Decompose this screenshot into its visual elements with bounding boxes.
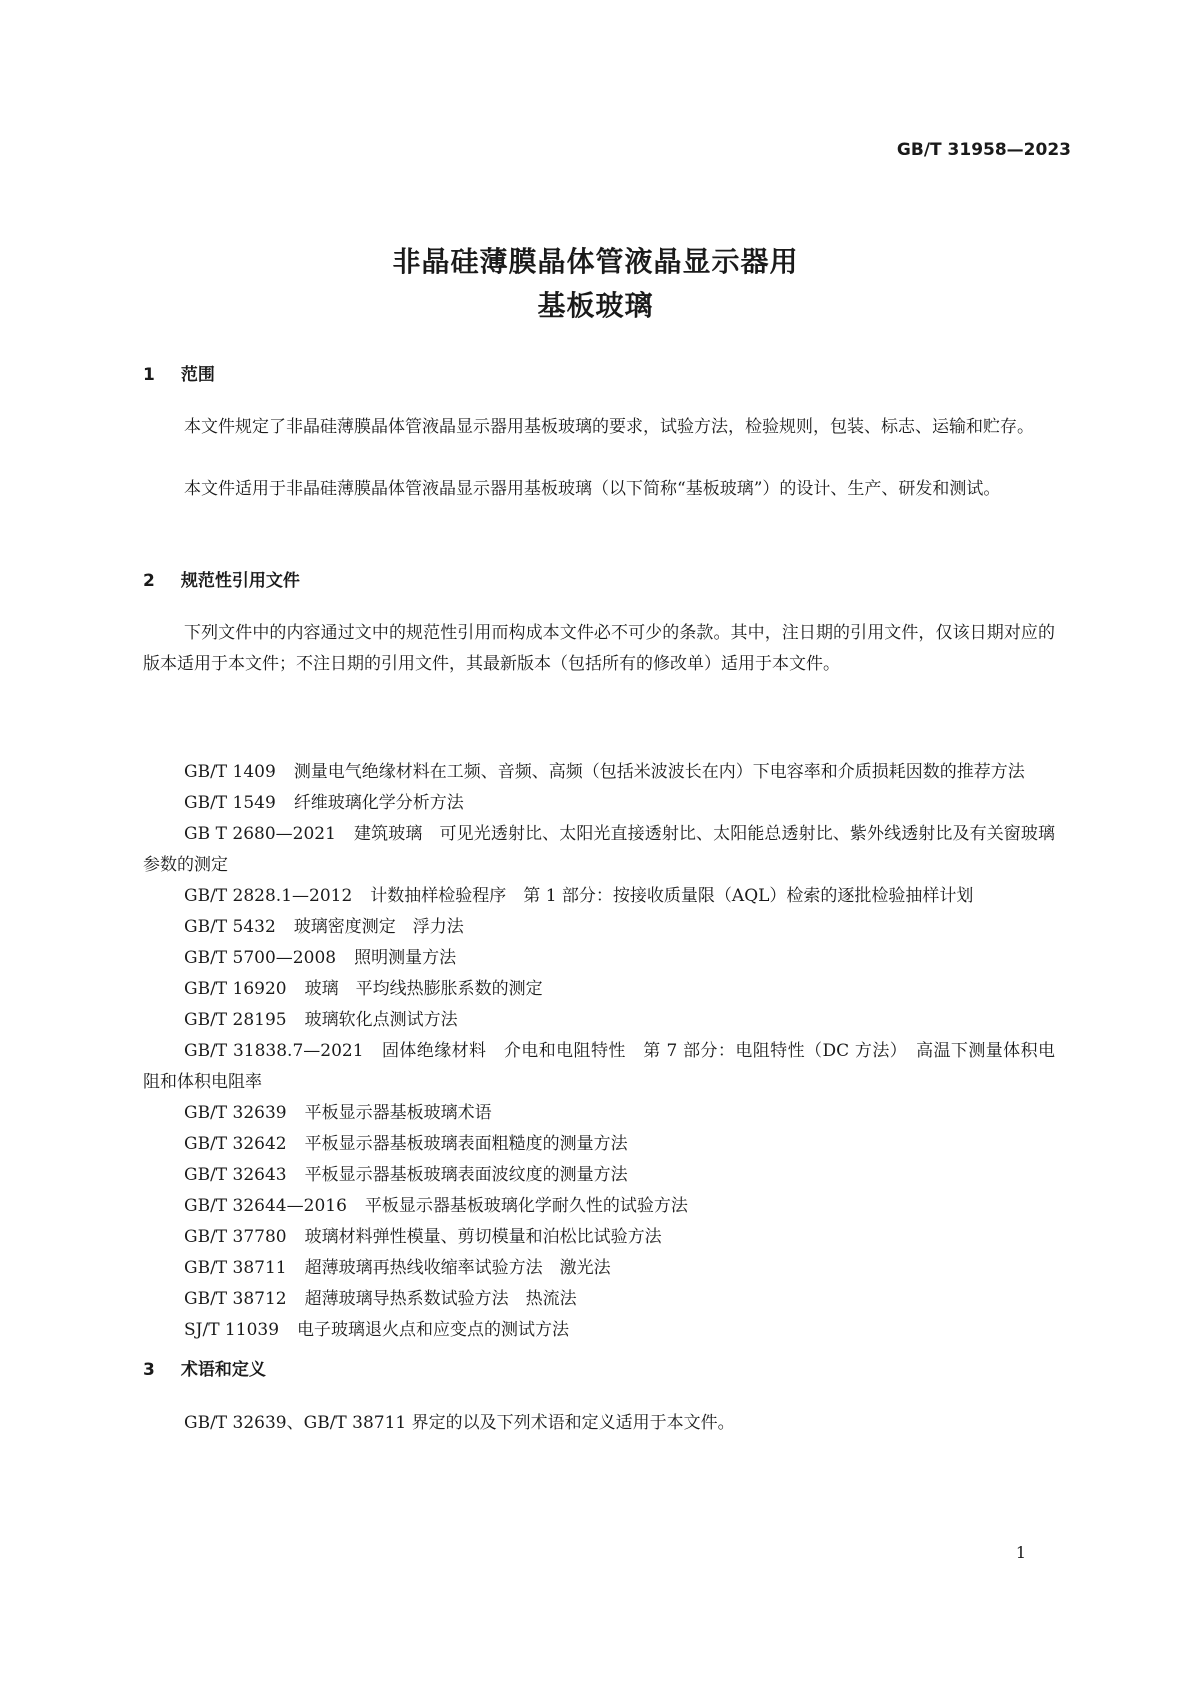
section-1-heading [143, 360, 215, 385]
section-2-heading [143, 566, 300, 591]
section-1-title: 范围 [180, 365, 215, 385]
reference-title: 玻璃软化点测试方法 [304, 1010, 458, 1030]
reference-item [143, 1005, 1055, 1036]
reference-title: 纤维玻璃化学分析方法 [293, 793, 464, 813]
document-title [0, 240, 1191, 328]
reference-item [143, 974, 1055, 1005]
reference-code: GB T 2680—2021 [184, 824, 336, 844]
reference-code: SJ/T 11039 [184, 1320, 280, 1340]
reference-code: GB/T 38712 [184, 1289, 287, 1309]
reference-item [143, 881, 1055, 912]
section-1-number: 1 [143, 365, 155, 385]
reference-item [143, 943, 1055, 974]
reference-code: GB/T 5432 [184, 917, 276, 937]
reference-title: 计数抽样检验程序 第 1 部分：按接收质量限（AQL）检索的逐批检验抽样计划 [370, 886, 974, 906]
reference-code: GB/T 1409 [184, 762, 276, 782]
reference-title: 超薄玻璃再热线收缩率试验方法 激光法 [304, 1258, 611, 1278]
reference-code: GB/T 38711 [184, 1258, 287, 1278]
reference-item [143, 1036, 1055, 1098]
reference-item [143, 819, 1055, 881]
reference-item [143, 912, 1055, 943]
reference-item [143, 1284, 1055, 1315]
reference-title: 平板显示器基板玻璃表面粗糙度的测量方法 [304, 1134, 628, 1154]
reference-code: GB/T 2828.1—2012 [184, 886, 353, 906]
section-1-paragraph-1: 本文件规定了非晶硅薄膜晶体管液晶显示器用基板玻璃的要求，试验方法，检验规则，包装、标志、运输和贮存。 [184, 417, 1034, 437]
section-2-number: 2 [143, 571, 155, 591]
reference-item [143, 1129, 1055, 1160]
reference-title: 平板显示器基板玻璃表面波纹度的测量方法 [304, 1165, 628, 1185]
section-1-paragraph-2: 本文件适用于非晶硅薄膜晶体管液晶显示器用基板玻璃（以下简称“基板玻璃”）的设计、生产、研发和测试。 [184, 479, 1001, 499]
reference-title: 玻璃密度测定 浮力法 [293, 917, 464, 937]
reference-code: GB/T 16920 [184, 979, 287, 999]
reference-item [143, 1253, 1055, 1284]
reference-title: 固体绝缘材料 介电和电阻特性 第 7 部分：电阻特性（DC 方法） 高温下测量体积电阻和体积电阻率 [143, 1041, 1055, 1092]
reference-code: GB/T 28195 [184, 1010, 287, 1030]
reference-title: 超薄玻璃导热系数试验方法 热流法 [304, 1289, 577, 1309]
reference-code: GB/T 32642 [184, 1134, 287, 1154]
title-line-2: 基板玻璃 [537, 289, 654, 322]
reference-item [143, 1098, 1055, 1129]
reference-code: GB/T 1549 [184, 793, 276, 813]
reference-item [143, 757, 1055, 788]
reference-title: 平板显示器基板玻璃术语 [304, 1103, 492, 1123]
reference-title: 玻璃材料弹性模量、剪切模量和泊松比试验方法 [304, 1227, 662, 1247]
reference-title: 建筑玻璃 可见光透射比、太阳光直接透射比、太阳能总透射比、紫外线透射比及有关窗玻璃参数的测定 [143, 824, 1056, 875]
reference-code: GB/T 5700—2008 [184, 948, 337, 968]
reference-code: GB/T 32643 [184, 1165, 287, 1185]
reference-code: GB/T 32639 [184, 1103, 287, 1123]
reference-title: 玻璃 平均线热膨胀系数的测定 [304, 979, 543, 999]
reference-title: 电子玻璃退火点和应变点的测试方法 [297, 1320, 570, 1340]
title-line-1: 非晶硅薄膜晶体管液晶显示器用 [392, 245, 799, 278]
reference-title: 测量电气绝缘材料在工频、音频、高频（包括米波波长在内）下电容率和介质损耗因数的推荐方法 [293, 762, 1025, 782]
section-2-title: 规范性引用文件 [180, 571, 300, 591]
reference-item [143, 1191, 1055, 1222]
reference-item [143, 1315, 1055, 1346]
section-3-heading [143, 1355, 266, 1380]
normative-reference-list [143, 757, 1055, 1346]
reference-title: 照明测量方法 [354, 948, 457, 968]
reference-code: GB/T 32644—2016 [184, 1196, 347, 1216]
reference-item [143, 1222, 1055, 1253]
section-3-title: 术语和定义 [180, 1360, 266, 1380]
page-number: 1 [1015, 1543, 1026, 1562]
reference-code: GB/T 31838.7—2021 [184, 1041, 364, 1061]
reference-item [143, 1160, 1055, 1191]
section-3-number: 3 [143, 1360, 155, 1380]
section-2-intro: 下列文件中的内容通过文中的规范性引用而构成本文件必不可少的条款。其中，注日期的引用文件，仅该日期对应的版本适用于本文件；不注日期的引用文件，其最新版本（包括所有的修改单）适用于本文件。 [143, 623, 1055, 674]
standard-code: GB/T 31958—2023 [896, 140, 1071, 160]
reference-item [143, 788, 1055, 819]
reference-title: 平板显示器基板玻璃化学耐久性的试验方法 [364, 1196, 688, 1216]
reference-code: GB/T 37780 [184, 1227, 287, 1247]
section-3-paragraph: GB/T 32639、GB/T 38711 界定的以及下列术语和定义适用于本文件。 [184, 1413, 735, 1433]
